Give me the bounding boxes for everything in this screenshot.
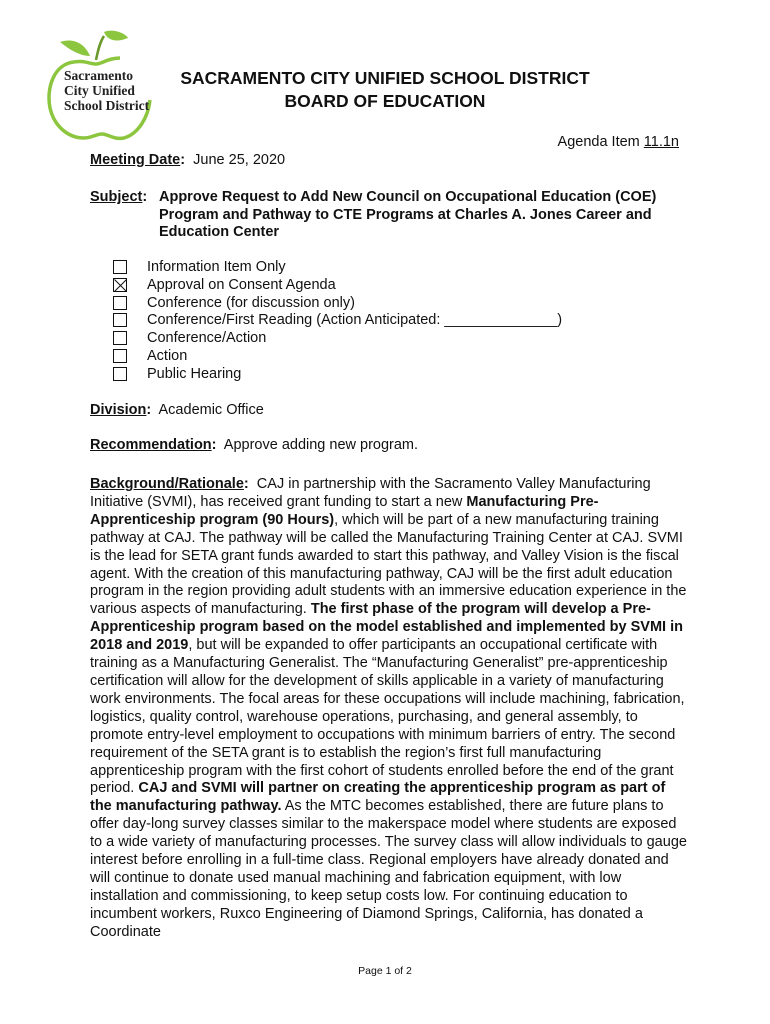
body-text: As the MTC becomes established, there are future plans to offer day-long survey classes similar to the makerspace model where students are exposed to a wide variety of manufacturing processes. The survey class will allow individuals to gauge interest before enrolling in a full-time class. Regional employers have already donated and will continue to donate used manual machining and fabrication equipment, with low installation and commissioning, to keep setup costs low. For continuing education to incumbent workers, Ruxco Engineering of Diamond Springs, California, has donated a Coordinate (90, 798, 687, 940)
checklist-label: Conference/First Reading (Action Anticipated: ______________) (147, 312, 563, 329)
checklist-label: Information Item Only (147, 259, 286, 275)
background-label: Background/Rationale (90, 476, 244, 492)
agenda-item-number: 11.1n (643, 134, 679, 150)
meeting-date (90, 152, 285, 168)
recommendation-value: Approve adding new program. (223, 437, 419, 453)
body-text-bold: Manufacturing Pre-Apprenticeship program (90 Hours) (90, 493, 599, 528)
checklist-label: Public Hearing (147, 365, 242, 382)
page-number: Page 1 of 2 (358, 965, 412, 977)
logo-line: School District (64, 98, 150, 113)
background-rationale (90, 476, 690, 942)
checkbox[interactable] (113, 313, 127, 327)
agenda-item (558, 134, 679, 150)
division (90, 402, 264, 418)
title-district: SACRAMENTO CITY UNIFIED SCHOOL DISTRICT (180, 68, 590, 88)
recommendation-label: Recommendation (90, 437, 212, 453)
checkbox[interactable] (113, 260, 127, 274)
recommendation (90, 437, 418, 453)
label-colon: : (211, 437, 217, 453)
label-colon: : (142, 189, 148, 205)
checkbox[interactable] (113, 349, 127, 363)
checklist-label: Conference (for discussion only) (147, 294, 355, 311)
body-text: CAJ in partnership with the Sacramento Valley Manufacturing Initiative (SVMI), has received grant funding to start a new (90, 476, 651, 510)
title-board: BOARD OF EDUCATION (284, 91, 486, 111)
checklist-label: Approval on Consent Agenda (147, 276, 336, 293)
checkbox[interactable] (113, 296, 127, 310)
label-colon: : (180, 152, 186, 168)
body-text-bold: CAJ and SVMI will partner on creating the apprenticeship program as part of the manufacturing pathway. (90, 780, 666, 815)
checkbox[interactable] (113, 367, 127, 381)
label-colon: : (146, 402, 152, 418)
checkbox[interactable] (113, 331, 127, 345)
division-label: Division (90, 402, 147, 418)
checklist-label: Conference/Action (147, 330, 267, 347)
label-colon: : (243, 476, 249, 492)
subject-label: Subject (90, 189, 143, 205)
logo-line: City Unified (64, 83, 135, 98)
body-text: , which will be part of a new manufacturing training pathway at CAJ. The pathway will be called the Manufacturing Training Center at CAJ. SVMI is the lead for SETA grant funds awarded to start this pathway, and Valley Vision is the fiscal agent. With the creation of this manufacturing pathway, CAJ will be the first adult education program in the region providing adult students with an immersive education experience in the various aspects of manufacturing. (90, 511, 687, 618)
checklist-label: Action (147, 347, 188, 364)
subject-label-row (90, 189, 147, 205)
agenda-item-label: Agenda Item (557, 134, 644, 150)
logo-line: Sacramento (64, 68, 133, 83)
division-value: Academic Office (158, 402, 264, 418)
checkbox-checked[interactable] (113, 278, 127, 292)
subject-text: Approve Request to Add New Council on Occupational Education (COE) Program and Pathway to CTE Programs at Charles A. Jones Career and Education Center (159, 189, 657, 240)
meeting-date-value: June 25, 2020 (193, 152, 286, 168)
page-title (0, 67, 770, 113)
meeting-date-label: Meeting Date (90, 152, 181, 168)
body-text: , but will be expanded to offer participants an occupational certificate with training as a Manufacturing Generalist. The “Manufacturing Generalist” pre-apprenticeship certification will allow for the development of skills applicable in a variety of manufacturing work environments. The focal areas for these occupations will include machining, fabrication, logistics, quality control, warehouse operations, purchasing, and general assembly, to promote entry-level employment to occupations with minimum barriers of entry. The second requirement of the SETA grant is to establish the region’s first full manufacturing apprenticeship program with the first cohort of students enrolled before the end of the grant period. (90, 637, 685, 797)
body-text-bold: The first phase of the program will develop a Pre-Apprenticeship program based on the model established and implemented by SVMI in 2018 and 2019 (90, 601, 683, 654)
